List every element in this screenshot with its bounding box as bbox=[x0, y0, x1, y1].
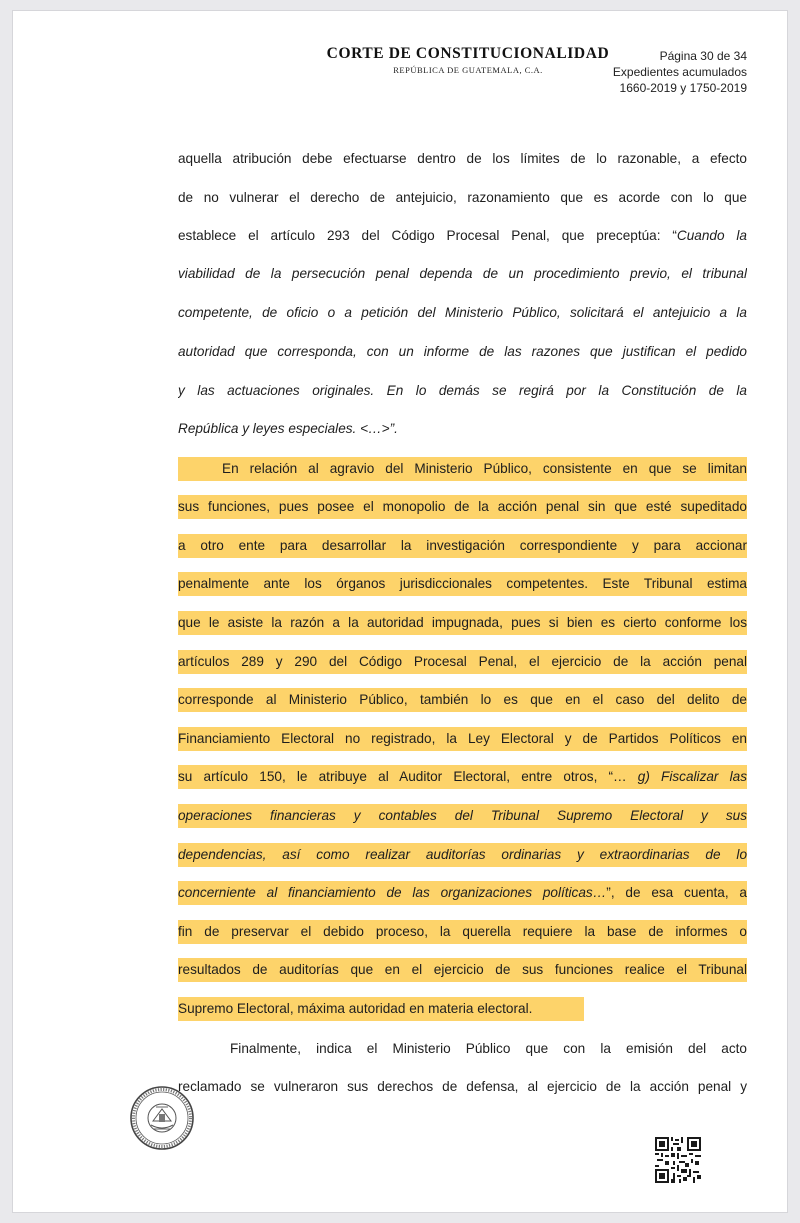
republic-name: REPÚBLICA DE GUATEMALA, C.A. bbox=[393, 65, 543, 75]
highlighted-line: penalmente ante los órganos jurisdiccionales competentes. Este Tribunal estima bbox=[178, 572, 747, 596]
quote-line: viabilidad de la persecución penal dependa de un procedimiento previo, el tribunal bbox=[178, 266, 747, 281]
quote-line: competente, de oficio o a petición del Ministerio Público, solicitará el antejuicio a la bbox=[178, 305, 747, 320]
quote-span: Cuando la bbox=[676, 228, 747, 243]
qr-code-icon bbox=[655, 1137, 701, 1183]
files-numbers: 1660-2019 y 1750-2019 bbox=[619, 81, 747, 95]
page-info bbox=[567, 48, 747, 96]
text-span: ”, de esa cuenta, a bbox=[606, 885, 747, 900]
highlighted-quote-line: dependencias, así como realizar auditorías ordinarias y extraordinarias de lo bbox=[178, 843, 747, 867]
highlighted-line bbox=[178, 765, 747, 789]
text-line: Finalmente, indica el Ministerio Público que con la emisión del acto bbox=[230, 1041, 747, 1056]
highlighted-line: a otro ente para desarrollar la investigación correspondiente y para accionar bbox=[178, 534, 747, 558]
highlighted-line: artículos 289 y 290 del Código Procesal Penal, el ejercicio de la acción penal bbox=[178, 650, 747, 674]
court-seal-icon bbox=[129, 1085, 195, 1151]
quote-line: República y leyes especiales. <…>”. bbox=[178, 421, 398, 436]
highlighted-line: resultados de auditorías que en el ejercicio de sus funciones realice el Tribunal bbox=[178, 958, 747, 982]
quote-line: autoridad que corresponda, con un informe de las razones que justifican el pedido bbox=[178, 344, 747, 359]
highlighted-line: Supremo Electoral, máxima autoridad en materia electoral. bbox=[178, 997, 584, 1021]
text-line: de no vulnerar el derecho de antejuicio, razonamiento que es acorde con lo que bbox=[178, 190, 747, 205]
highlighted-line bbox=[178, 881, 747, 905]
quote-span: g) Fiscalizar las bbox=[637, 769, 747, 784]
highlighted-quote-line: operaciones financieras y contables del Tribunal Supremo Electoral y sus bbox=[178, 804, 747, 828]
highlighted-line: que le asiste la razón a la autoridad impugnada, pues si bien es cierto conforme los bbox=[178, 611, 747, 635]
text-line: reclamado se vulneraron sus derechos de defensa, al ejercicio de la acción penal y bbox=[178, 1079, 747, 1094]
quote-line: y las actuaciones originales. En lo demás se regirá por la Constitución de la bbox=[178, 383, 747, 398]
highlighted-line: fin de preservar el debido proceso, la querella requiere la base de informes o bbox=[178, 920, 747, 944]
files-label: Expedientes acumulados bbox=[612, 65, 747, 79]
court-name: CORTE DE CONSTITUCIONALIDAD bbox=[326, 45, 610, 62]
page-number: Página 30 de 34 bbox=[659, 49, 747, 63]
highlighted-line: corresponde al Ministerio Público, también lo es que en el caso del delito de bbox=[178, 688, 747, 712]
highlighted-line: Financiamiento Electoral no registrado, la Ley Electoral y de Partidos Políticos en bbox=[178, 727, 747, 751]
text-line bbox=[178, 224, 747, 248]
highlighted-line: En relación al agravio del Ministerio Público, consistente en que se limitan bbox=[178, 457, 747, 481]
text-span: su artículo 150, le atribuye al Auditor Electoral, entre otros, “… bbox=[178, 769, 638, 784]
text-span: establece el artículo 293 del Código Procesal Penal, que preceptúa: “ bbox=[178, 228, 677, 243]
text-line: aquella atribución debe efectuarse dentro de los límites de lo razonable, a efecto bbox=[178, 151, 747, 166]
quote-span: concerniente al financiamiento de las organizaciones políticas… bbox=[178, 885, 607, 900]
document-page bbox=[12, 10, 788, 1213]
highlighted-line: sus funciones, pues posee el monopolio de la acción penal sin que esté supeditado bbox=[178, 495, 747, 519]
